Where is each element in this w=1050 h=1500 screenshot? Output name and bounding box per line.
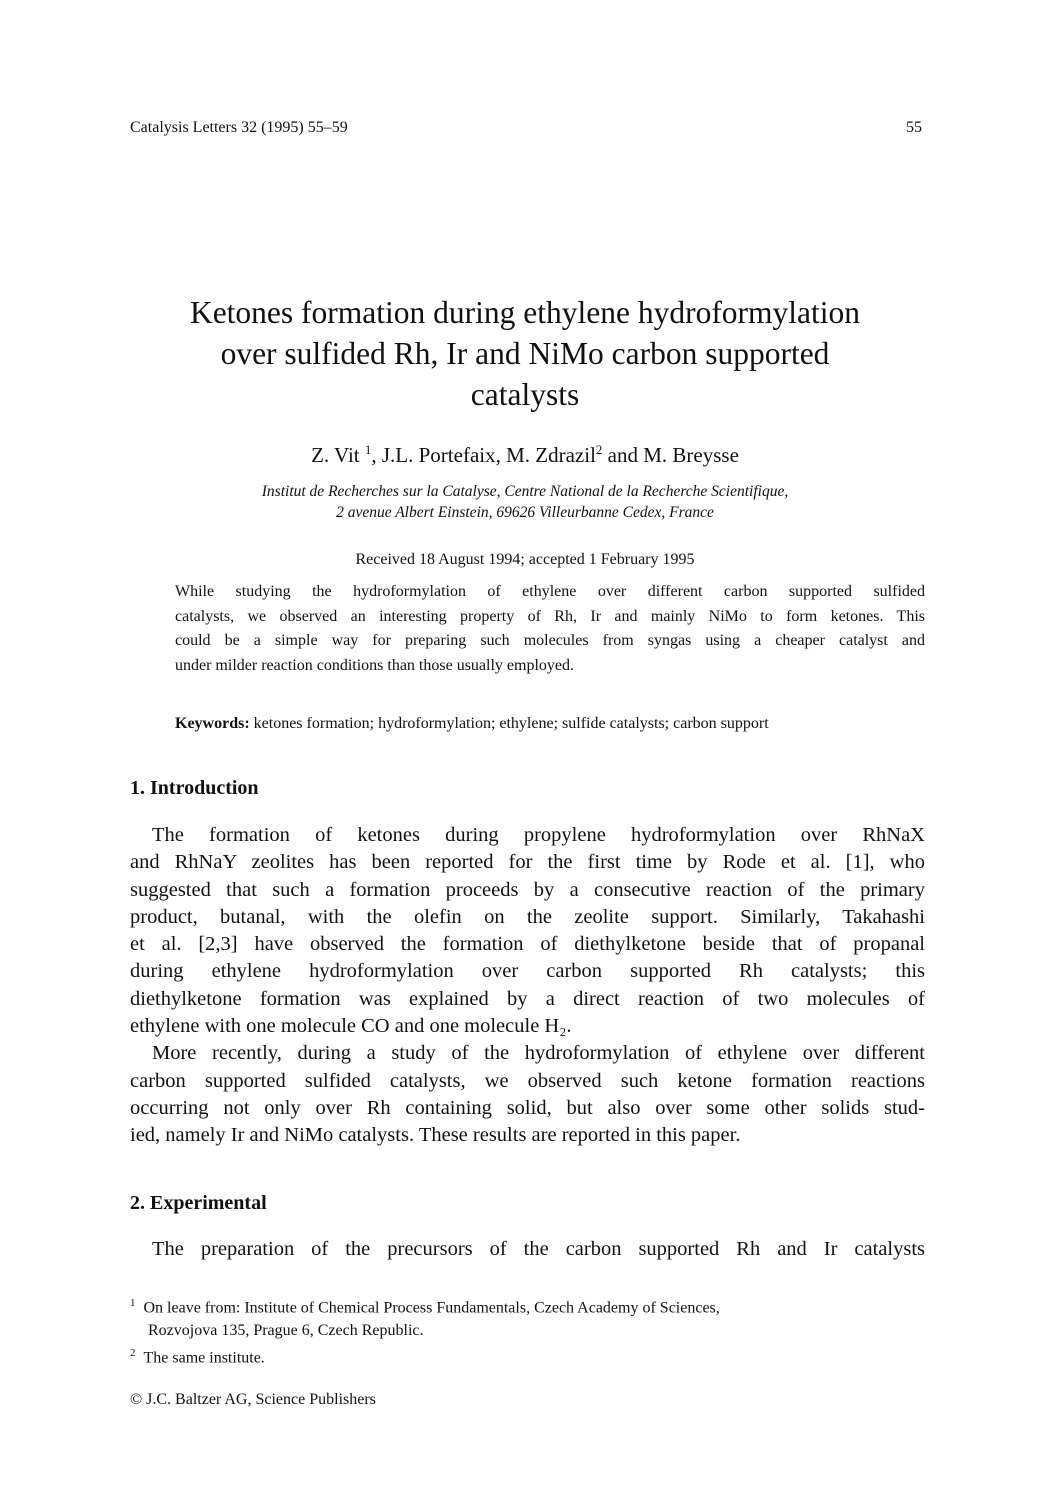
footnotes [130, 1292, 925, 1370]
authors [0, 442, 1050, 468]
paper-title [0, 292, 1050, 415]
footnote-mark: 1 [130, 1297, 136, 1309]
footnote-text: On leave from: Institute of Chemical Process Fundamentals, Czech Academy of Sciences, [143, 1299, 720, 1317]
experimental-body [130, 1236, 925, 1263]
author: Z. Vit [311, 443, 360, 467]
title-line: Ketones formation during ethylene hydroformylation [189, 295, 861, 330]
text-line: suggested that such a formation proceeds by a consecutive reaction of the primary [130, 878, 925, 901]
text-line: et al. [2,3] have observed the formation of diethylketone beside that of propanal [130, 933, 925, 956]
text-line: occurring not only over Rh containing solid, but also over some other solids stud- [130, 1096, 925, 1119]
abstract [175, 580, 925, 678]
title-line: over sulfided Rh, Ir and NiMo carbon supported [220, 336, 830, 371]
text-line: ethylene with one molecule CO and one molecule H₂. [130, 1015, 572, 1038]
title-line: catalysts [470, 377, 580, 412]
copyright: © J.C. Baltzer AG, Science Publishers [130, 1391, 376, 1408]
text-line: More recently, during a study of the hydroformylation of ethylene over different [152, 1042, 925, 1065]
abstract-line: While studying the hydroformylation of ethylene over different carbon supported sulfided [175, 583, 925, 600]
footnote [130, 1342, 925, 1369]
section-heading-introduction: 1. Introduction [130, 777, 259, 799]
page-number: 55 [906, 119, 922, 136]
author: , J.L. Portefaix, M. Zdrazil [371, 443, 596, 467]
keywords [175, 715, 925, 733]
abstract-line: under milder reaction conditions than those usually employed. [175, 656, 575, 674]
text-line: and RhNaY zeolites has been reported for the first time by Rode et al. [1], who [130, 851, 925, 874]
text-line: diethylketone formation was explained by a direct reaction of two molecules of [130, 987, 925, 1010]
affiliation-line: 2 avenue Albert Einstein, 69626 Villeurbanne Cedex, France [336, 504, 714, 521]
section-heading-experimental: 2. Experimental [130, 1192, 267, 1214]
text-line: The formation of ketones during propylene hydroformylation over RhNaX [152, 824, 925, 846]
abstract-line: catalysts, we observed an interesting property of Rh, Ir and mainly NiMo to form ketones. This [175, 607, 925, 625]
affiliation [0, 481, 1050, 523]
received-date: Received 18 August 1994; accepted 1 February 1995 [355, 551, 695, 568]
journal-citation: Catalysis Letters 32 (1995) 55–59 [130, 119, 348, 136]
footnote-text: Rozvojova 135, Prague 6, Czech Republic. [148, 1322, 424, 1340]
introduction-body [130, 822, 925, 1150]
footnote-mark: 2 [595, 442, 603, 457]
text-line: ied, namely Ir and NiMo catalysts. These results are reported in this paper. [130, 1124, 741, 1147]
text-line: during ethylene hydroformylation over carbon supported Rh catalysts; this [130, 960, 925, 983]
footnote [130, 1292, 925, 1319]
text-line: product, butanal, with the olefin on the zeolite support. Similarly, Takahashi [130, 905, 925, 928]
text-line: The preparation of the precursors of the carbon supported Rh and Ir catalysts [152, 1238, 925, 1260]
keywords-text: ketones formation; hydroformylation; ethylene; sulfide catalysts; carbon support [249, 715, 769, 732]
abstract-line: could be a simple way for preparing such molecules from syngas using a cheaper catalyst and [175, 632, 925, 649]
affiliation-line: Institut de Recherches sur la Catalyse, Centre National de la Recherche Scientifique, [261, 483, 789, 500]
text-line: carbon supported sulfided catalysts, we observed such ketone formation reactions [130, 1069, 925, 1092]
footnote-mark: 2 [130, 1347, 136, 1360]
footnote-mark: 1 [364, 442, 372, 457]
author: and M. Breysse [607, 443, 739, 467]
footnote-text: The same institute. [143, 1349, 265, 1367]
keywords-label: Keywords: [175, 715, 250, 732]
